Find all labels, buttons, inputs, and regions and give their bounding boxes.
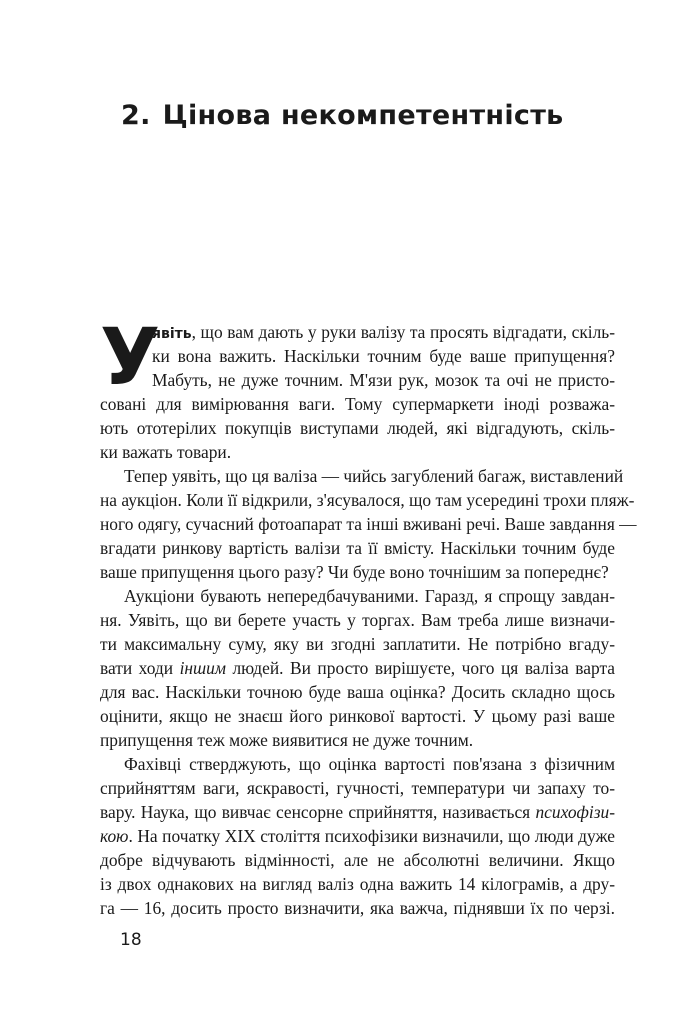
text-line: вгадати ринкову вартість валізи та її вмісту. Наскільки точним буде	[100, 538, 615, 558]
text-line: на аукціон. Коли її відкрили, з'ясувалося, що там усередині трохи пляж-	[100, 490, 635, 510]
emphasis: кою	[100, 826, 129, 846]
text-line: вати ходи іншим людей. Ви просто вирішуєте, чого ця валіза варта	[100, 658, 615, 678]
text-line: Аукціони бувають непередбачуваними. Гаразд, я спрощу завдан-	[124, 586, 615, 606]
chapter-title-text: Цінова некомпетентність	[162, 100, 564, 131]
emphasis: іншим	[179, 658, 226, 678]
drop-cap: У	[100, 313, 161, 403]
text-line: вару. Наука, що вивчає сенсорне сприйняття, називається психофізи-	[100, 802, 615, 822]
chapter-number: 2.	[121, 100, 151, 131]
text-line: добре відчувають відмінності, але не абсолютні величини. Якщо	[100, 850, 615, 870]
first-word: явіть	[152, 326, 192, 342]
text-line: Фахівці стверджують, що оцінка вартості пов'язана з фізичним	[124, 754, 615, 774]
chapter-title	[121, 100, 564, 131]
text-line: для вас. Наскільки точною буде ваша оцінка? Досить складно щось	[100, 682, 615, 702]
text-line: Мабуть, не дуже точним. М'язи рук, мозок та очі не присто-	[152, 370, 615, 390]
text-line: ня. Уявіть, що ви берете участь у торгах. Вам треба лише визначи-	[100, 610, 615, 630]
page-number: 18	[120, 930, 142, 950]
text-line: ти максимальну суму, яку ви згодні заплатити. Не потрібно вгаду-	[100, 634, 615, 654]
text-line: ки важать товари.	[100, 442, 232, 462]
text-line: Тепер уявіть, що ця валіза — чийсь загублений багаж, виставлений	[124, 466, 624, 486]
text-line: оцінити, якщо не знаєш його ринкової вартості. У цьому разі ваше	[100, 706, 615, 726]
text-line: га — 16, досить просто визначити, яка важча, піднявши їх по черзі.	[100, 898, 615, 918]
text-line: ки вона важить. Наскільки точним буде ваше припущення?	[152, 346, 615, 366]
text-line: совані для вимірювання ваги. Тому супермаркети іноді розважа-	[100, 394, 615, 414]
body-text	[100, 313, 637, 920]
emphasis: психофізи-	[535, 802, 615, 822]
text-line: ють ототерілих покупців виступами людей, які відгадують, скіль-	[100, 418, 615, 438]
text-line: із двох однакових на вигляд валіз одна важить 14 кілограмів, а дру-	[100, 874, 615, 894]
text-line: припущення теж може виявитися не дуже точним.	[100, 730, 474, 750]
text-line: ваше припущення цього разу? Чи буде воно точнішим за попереднє?	[100, 562, 609, 582]
text-line: ного одягу, сучасний фотоапарат та інші вживані речі. Ваше завдання —	[100, 514, 637, 534]
text-line: кою. На початку XIX століття психофізики визначили, що люди дуже	[100, 826, 615, 846]
text-line: явіть, що вам дають у руки валізу та просять відгадати, скіль-	[152, 322, 615, 342]
text-line: сприйняттям ваги, яскравості, гучності, температури чи запаху то-	[100, 778, 615, 798]
